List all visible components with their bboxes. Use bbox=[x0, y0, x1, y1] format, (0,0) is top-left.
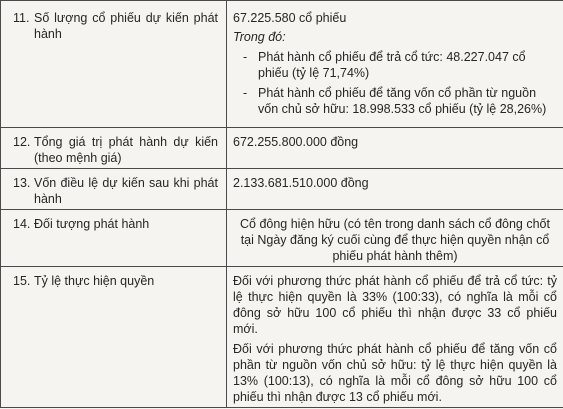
row-value: 672.255.800.000 đồng bbox=[233, 135, 359, 149]
row-number: 14. bbox=[13, 217, 31, 231]
table-row bbox=[1, 169, 563, 210]
paragraph: Đối với phương thức phát hành cổ phiếu để tăng vốn cổ phần từ nguồn vốn chủ sở hữu: tỷ lệ thực hiện quyền là 13% (100:13), có nghĩa là mỗi cổ đông sở hữu 100 cổ phiếu thì nhận được 13 cổ phiếu mới. bbox=[233, 342, 557, 404]
bullet-text: Phát hành cổ phiếu để tăng vốn cổ phần từ nguồn vốn chủ sở hữu: 18.998.533 cổ phiếu (tỷ lệ 28,26%) bbox=[258, 86, 547, 116]
row-number: 12. bbox=[13, 135, 31, 149]
row-label: Số lượng cổ phiếu dự kiến phát hành bbox=[34, 11, 218, 41]
label-cell bbox=[1, 210, 227, 267]
row-value: 2.133.681.510.000 đồng bbox=[233, 176, 369, 190]
label-cell bbox=[1, 128, 227, 169]
value-cell bbox=[227, 267, 563, 408]
label-cell bbox=[1, 1, 227, 128]
bullet-text: Phát hành cổ phiếu để trả cổ tức: 48.227.047 cổ phiếu (tỷ lệ 71,74%) bbox=[258, 50, 526, 80]
table-row bbox=[1, 210, 563, 267]
bullet-dash: - bbox=[243, 86, 248, 100]
row-number: 13. bbox=[13, 176, 31, 190]
value-cell bbox=[227, 169, 563, 210]
row-label: Tỷ lệ thực hiện quyền bbox=[34, 274, 155, 288]
table-row bbox=[1, 128, 563, 169]
list-item bbox=[227, 45, 563, 81]
value-cell bbox=[227, 210, 563, 267]
row-number: 15. bbox=[13, 274, 31, 288]
value-cell bbox=[227, 128, 563, 169]
sub-heading: Trong đó: bbox=[233, 30, 286, 44]
row-value: 67.225.580 cổ phiếu bbox=[233, 11, 347, 25]
paragraph: Đối với phương thức phát hành cổ phiếu để trả cổ tức: tỷ lệ thực hiện quyền là 33% (100:33), có nghĩa là mỗi cổ đông sở hữu 100 cổ phiếu thì nhận được 33 cổ phiếu mới. bbox=[233, 274, 557, 336]
list-item bbox=[227, 81, 563, 117]
value-cell bbox=[227, 1, 563, 128]
row-number: 11. bbox=[13, 11, 30, 25]
row-value: Cổ đông hiện hữu (có tên trong danh sách cổ đông chốt tại Ngày đăng ký cuối cùng để thực hiện quyền nhận cổ phiếu phát hành thêm) bbox=[240, 217, 550, 263]
row-label: Đối tượng phát hành bbox=[34, 217, 150, 231]
label-cell bbox=[1, 169, 227, 210]
row-label: Vốn điều lệ dự kiến sau khi phát hành bbox=[34, 176, 218, 206]
label-cell bbox=[1, 267, 227, 408]
table-row bbox=[1, 1, 563, 128]
row-label: Tổng giá trị phát hành dự kiến (theo mệnh giá) bbox=[34, 135, 218, 165]
bullet-dash: - bbox=[243, 50, 248, 64]
table-row bbox=[1, 267, 563, 408]
